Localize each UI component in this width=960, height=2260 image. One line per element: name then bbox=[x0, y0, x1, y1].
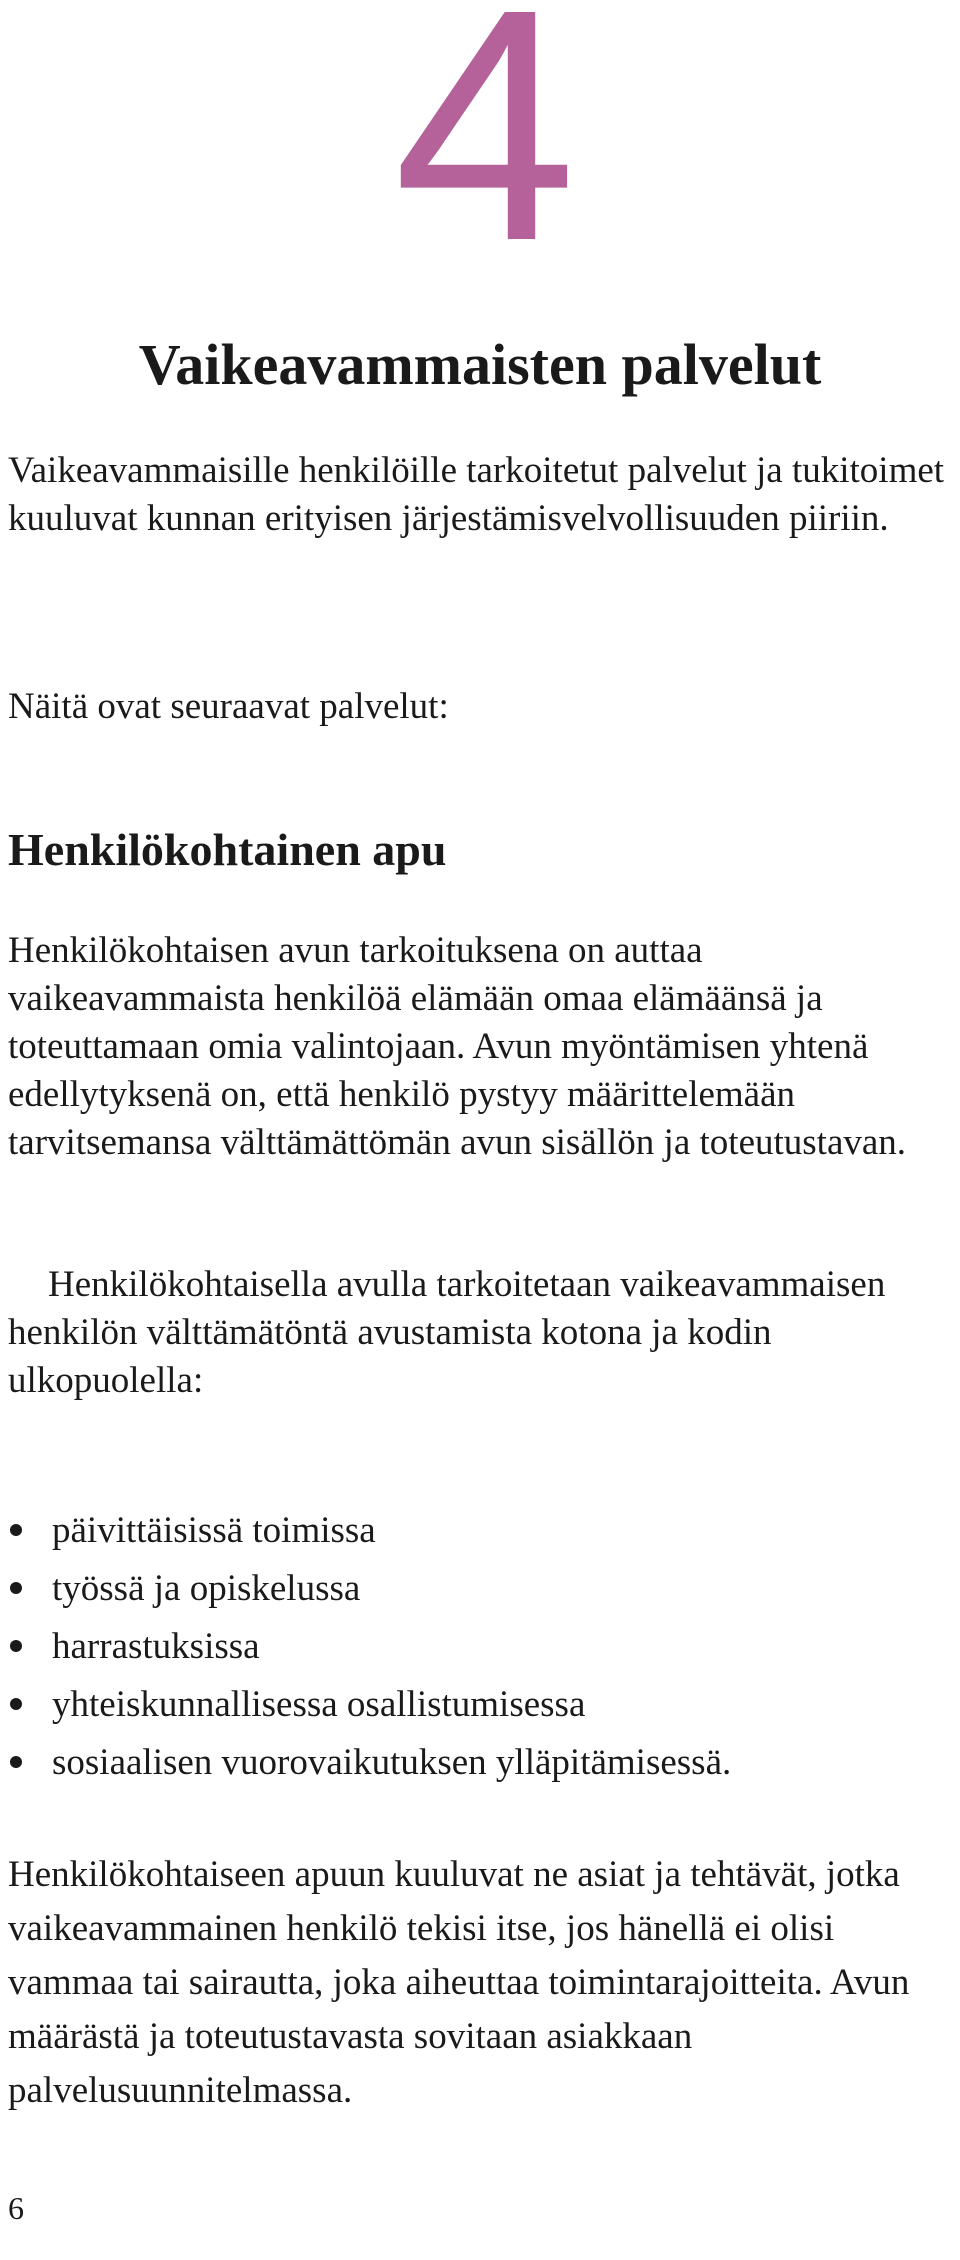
section-title-personal-assistance: Henkilökohtainen apu bbox=[8, 824, 447, 875]
bullet-icon bbox=[10, 1756, 22, 1768]
list-item bbox=[8, 1734, 958, 1792]
bullet-icon bbox=[10, 1698, 22, 1710]
list-item-text: yhteiskunnallisessa osallistumisessa bbox=[52, 1684, 586, 1725]
assistance-areas-list bbox=[8, 1502, 958, 1792]
list-item-text: harrastuksissa bbox=[52, 1626, 260, 1667]
bullet-icon bbox=[10, 1524, 22, 1536]
services-list-intro: Näitä ovat seuraavat palvelut: bbox=[8, 686, 449, 727]
closing-paragraph: Henkilökohtaiseen apuun kuuluvat ne asiat ja tehtävät, jotka vaikeavammainen henkilö tekisi itse, jos hänellä ei olisi vammaa tai sairautta, joka aiheuttaa toimintarajoitteita. Avun määrästä ja toteutustavasta sovitaan asiakkaan palvelusuunnitelmassa. bbox=[8, 1854, 910, 2111]
bullet-icon bbox=[10, 1640, 22, 1652]
intro-paragraph: Vaikeavammaisille henkilöille tarkoitetut palvelut ja tukitoimet kuuluvat kunnan erityisen järjestämisvelvollisuuden piiriin. bbox=[8, 450, 945, 539]
page-number: 6 bbox=[8, 2190, 24, 2226]
list-item bbox=[8, 1502, 958, 1560]
bullet-icon bbox=[10, 1582, 22, 1594]
personal-assistance-paragraph: Henkilökohtaisen avun tarkoituksena on auttaa vaikeavammaista henkilöä elämään omaa elämäänsä ja toteuttamaan omia valintojaan. Avun myöntämisen yhtenä edellytyksenä on, että henkilö pystyy määrittelemään tarvitsemansa välttämättömän avun sisällön ja toteutustavan. bbox=[8, 930, 907, 1163]
list-item bbox=[8, 1676, 958, 1734]
list-item bbox=[8, 1618, 958, 1676]
chapter-number: 4 bbox=[393, 0, 577, 309]
list-item-text: työssä ja opiskelussa bbox=[52, 1568, 361, 1609]
list-item-text: sosiaalisen vuorovaikutuksen ylläpitämisessä. bbox=[52, 1742, 732, 1783]
chapter-title: Vaikeavammaisten palvelut bbox=[138, 332, 822, 397]
personal-assistance-definition: Henkilökohtaisella avulla tarkoitetaan vaikeavammaisen henkilön välttämätöntä avustamista kotona ja kodin ulkopuolella: bbox=[8, 1264, 886, 1401]
list-item bbox=[8, 1560, 958, 1618]
list-item-text: päivittäisissä toimissa bbox=[52, 1510, 376, 1551]
